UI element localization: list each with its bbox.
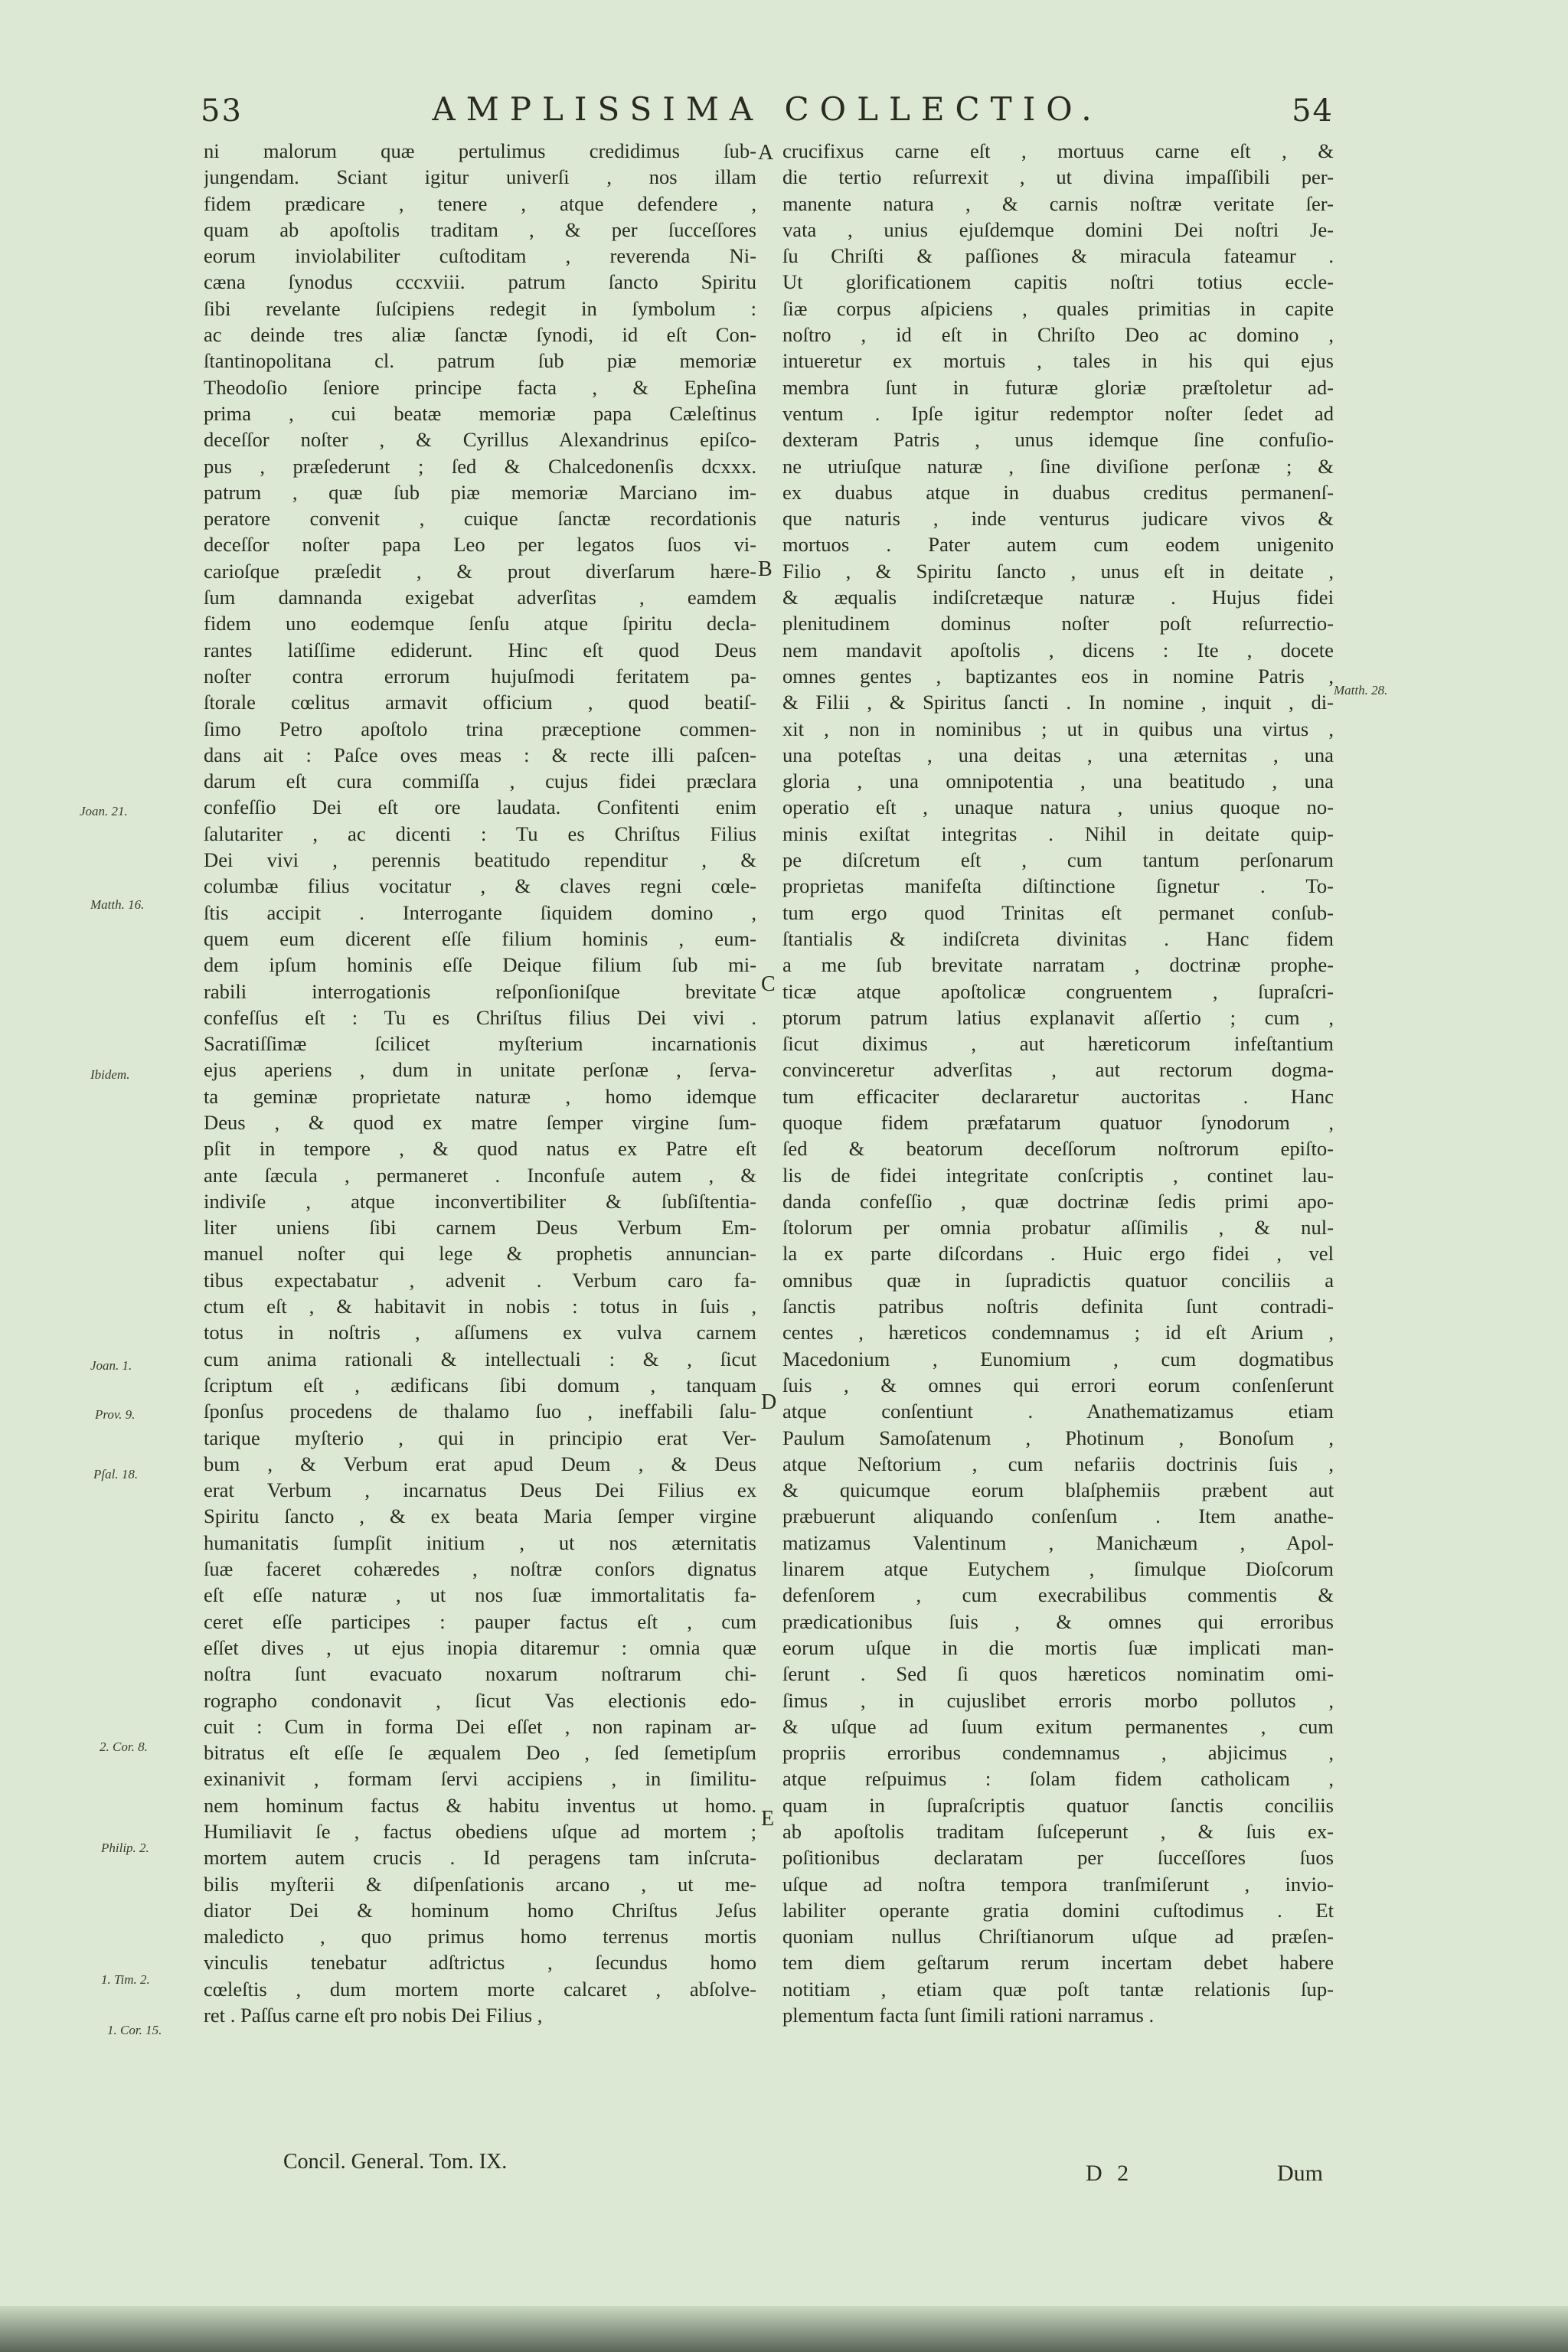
text-line: fidem uno eodemque ſenſu atque ſpiritu decla- xyxy=(204,612,756,635)
text-line: diator Dei & hominum homo Chriſtus Jeſus xyxy=(204,1898,756,1922)
text-line: Humiliavit ſe , factus obediens uſque ad mortem ; xyxy=(204,1820,756,1843)
margin-note-matth-28: Matth. 28. xyxy=(1334,683,1388,697)
text-line: cœleſtis , dum mortem morte calcaret , abſolve- xyxy=(204,1977,756,2001)
text-line: tarique myſterio , qui in principio erat Ver- xyxy=(204,1426,756,1449)
text-line: defenſorem , cum execrabilibus commentis & xyxy=(782,1583,1334,1607)
text-line: mortuos . Pater autem cum eodem unigenito xyxy=(782,533,1334,557)
text-line: tibus expectabatur , advenit . Verbum caro fa- xyxy=(204,1268,756,1292)
text-line: quam ab apoſtolis traditam , & per ſucceſſores xyxy=(204,217,756,241)
text-line: ticæ atque apoſtolicæ congruentem , ſupraſcri- xyxy=(782,979,1334,1003)
text-line: uſque ad noſtra tempora tranſmiſerunt , invio- xyxy=(782,1872,1334,1896)
text-line: deceſſor noſter , & Cyrillus Alexandrinus epiſco- xyxy=(204,428,756,452)
text-line: dans ait : Paſce oves meas : & recte illi paſcen- xyxy=(204,743,756,766)
text-line: die tertio reſurrexit , ut divina impaſſibili per- xyxy=(782,165,1334,189)
text-line: Macedonium , Eunomium , cum dogmatibus xyxy=(782,1347,1334,1370)
section-marker-e: E xyxy=(761,1807,775,1831)
volume-footer: Concil. General. Tom. IX. xyxy=(283,2150,508,2174)
text-line: ſtorale cœlitus armavit officium , quod beatiſ- xyxy=(204,691,756,714)
text-line: notitiam , etiam quæ poſt tantæ relationis ſup- xyxy=(782,1977,1334,2001)
text-line: nem hominum factus & habitu inventus ut homo. xyxy=(204,1793,756,1817)
text-line: ſponſus procedens de thalamo ſuo , ineffabili ſalu- xyxy=(204,1400,756,1423)
text-line: rantes latiſſime ediderunt. Hinc eſt quod Deus xyxy=(204,638,756,662)
text-line: ſcriptum eſt , ædificans ſibi domum , tanquam xyxy=(204,1373,756,1396)
text-line: confeſſus eſt : Tu es Chriſtus filius Dei vivi . xyxy=(204,1005,756,1029)
text-line: ſibi revelante ſuſcipiens redegit in ſymbolum : xyxy=(204,296,756,320)
text-line: crucifixus carne eſt , mortuus carne eſt , & xyxy=(782,139,1334,162)
text-line: noſter contra errorum hujuſmodi feritatem pa- xyxy=(204,664,756,688)
page-number-right: 54 xyxy=(1292,93,1334,129)
text-line: cæna ſynodus cccxviii. patrum ſancto Spiritu xyxy=(204,270,756,294)
text-line: carioſque præſedit , & prout diverſarum hære- xyxy=(204,559,756,583)
section-marker-c: C xyxy=(761,972,776,996)
text-line: tum ergo quod Trinitas eſt permanet conſub- xyxy=(782,900,1334,924)
text-line: intueretur ex mortuis , tales in his qui ejus xyxy=(782,349,1334,373)
text-line: mortem autem crucis . Id peragens tam inſcruta- xyxy=(204,1846,756,1870)
text-line: la ex parte diſcordans . Huic ergo fidei , vel xyxy=(782,1242,1334,1266)
margin-note-psal-18: Pſal. 18. xyxy=(93,1467,139,1481)
text-line: rographo condonavit , ſicut Vas electionis edo- xyxy=(204,1688,756,1712)
text-line: nem mandavit apoſtolis , dicens : Ite , docete xyxy=(782,638,1334,662)
text-line: pus , præſederunt ; ſed & Chalcedonenſis dcxxx. xyxy=(204,454,756,478)
text-line: columbæ filius vocitatur , & claves regni cœle- xyxy=(204,874,756,898)
text-line: ſanctis patribus noſtris definita ſunt contradi- xyxy=(782,1295,1334,1318)
text-line: ſed & beatorum deceſſorum noſtrorum epiſto- xyxy=(782,1137,1334,1161)
text-line: vinculis tenebatur adſtrictus , ſecundus homo xyxy=(204,1951,756,1975)
text-line: minis exiſtat integritas . Nihil in deitate quip- xyxy=(782,822,1334,845)
text-line: manuel noſter qui lege & prophetis annuncian- xyxy=(204,1242,756,1266)
text-line: labiliter operante gratia domini cuſtodimus . Et xyxy=(782,1898,1334,1922)
text-line: gloria , una omnipotentia , una beatitudo , una xyxy=(782,769,1334,793)
text-line: Ut glorificationem capitis noſtri totius eccle- xyxy=(782,270,1334,294)
margin-note-ibidem: Ibidem. xyxy=(90,1067,130,1082)
text-line: ni malorum quæ pertulimus credidimus ſub- xyxy=(204,139,756,162)
text-line: tum efficaciter declararetur auctoritas . Hanc xyxy=(782,1084,1334,1108)
text-line: indiviſe , atque inconvertibiliter & ſubſiſtentia- xyxy=(204,1189,756,1213)
text-line: prædicationibus ſuis , & omnes qui erroribus xyxy=(782,1609,1334,1633)
signature-mark: D 2 xyxy=(1086,2161,1134,2186)
margin-note-1-cor-15: 1. Cor. 15. xyxy=(107,2023,162,2037)
text-line: ſtantinopolitana cl. patrum ſub piæ memoriæ xyxy=(204,349,756,373)
text-line: & quicumque eorum blaſphemiis præbent aut xyxy=(782,1478,1334,1502)
running-title: AMPLISSIMA COLLECTIO. xyxy=(432,90,1102,128)
text-line: operatio eſt , unaque natura , unius quoque no- xyxy=(782,795,1334,819)
text-line: ſalutariter , ac dicenti : Tu es Chriſtus Filius xyxy=(204,822,756,845)
text-line: manente natura , & carnis noſtræ veritate ſer- xyxy=(782,191,1334,215)
margin-note-joan-21: Joan. 21. xyxy=(80,804,128,818)
text-line: proprietas manifeſta diſtinctione ſignetur . To- xyxy=(782,874,1334,898)
text-line: bum , & Verbum erat apud Deum , & Deus xyxy=(204,1452,756,1475)
text-line: erat Verbum , incarnatus Deus Dei Filius ex xyxy=(204,1478,756,1502)
text-line: ac deinde tres aliæ ſanctæ ſynodi, id eſt Con- xyxy=(204,323,756,347)
text-line: humanitatis ſumpſit initium , ut nos æternitatis xyxy=(204,1530,756,1554)
text-line: ſerunt . Sed ſi quos hæreticos nominatim omi- xyxy=(782,1662,1334,1686)
text-line: quoniam nullus Chriſtianorum uſque ad præſen- xyxy=(782,1925,1334,1949)
text-line: ex duabus atque in duabus creditus permanenſ- xyxy=(782,480,1334,504)
page-number-left: 53 xyxy=(201,93,243,129)
text-line: Dei vivi , perennis beatitudo rependitur , & xyxy=(204,848,756,872)
catchword: Dum xyxy=(1277,2161,1323,2186)
text-line: jungendam. Sciant igitur univerſi , nos illam xyxy=(204,165,756,189)
text-line: Deus , & quod ex matre ſemper virgine ſum- xyxy=(204,1110,756,1134)
text-line: tem diem geſtarum rerum incertam debet habere xyxy=(782,1951,1334,1975)
text-line: cuit : Cum in forma Dei eſſet , non rapinam ar- xyxy=(204,1714,756,1738)
text-line: atque conſentiunt . Anathematizamus etiam xyxy=(782,1400,1334,1423)
text-line: dem ipſum hominis eſſe Deique filium ſub mi- xyxy=(204,953,756,977)
text-line: ta geminæ proprietate naturæ , homo idemque xyxy=(204,1084,756,1108)
text-line: deceſſor noſter papa Leo per legatos ſuos vi- xyxy=(204,533,756,557)
text-line: ſum damnanda exigebat adverſitas , eamdem xyxy=(204,586,756,609)
margin-note-1-tim-2: 1. Tim. 2. xyxy=(101,1972,150,1987)
text-line: darum eſt cura commiſſa , cujus fidei præclara xyxy=(204,769,756,793)
text-line: ſu Chriſti & paſſiones & miracula fateamur . xyxy=(782,244,1334,268)
text-line: maledicto , quo primus homo terrenus mortis xyxy=(204,1925,756,1949)
text-line: cum anima rationali & intellectuali : & , ſicut xyxy=(204,1347,756,1370)
text-line: ejus aperiens , dum in unitate perſonæ , ſerva- xyxy=(204,1058,756,1082)
text-line: plementum facta ſunt ſimili rationi narramus . xyxy=(782,2004,1155,2027)
text-line: dexteram Patris , unus idemque ſine confuſio- xyxy=(782,428,1334,452)
text-line: & æqualis indiſcretæque naturæ . Hujus fidei xyxy=(782,586,1334,609)
text-line: ſimus , in cujuslibet erroris morbo pollutos , xyxy=(782,1688,1334,1712)
margin-note-joan-1: Joan. 1. xyxy=(90,1358,132,1373)
text-line: peratore convenit , cuique ſanctæ recordationis xyxy=(204,507,756,531)
text-line: noſtra ſunt evacuato noxarum noſtrarum chi- xyxy=(204,1662,756,1686)
text-line: & uſque ad ſuum exitum permanentes , cum xyxy=(782,1714,1334,1738)
text-line: centes , hæreticos condemnamus ; id eſt Arium , xyxy=(782,1321,1334,1344)
text-line: pe diſcretum eſt , cum tantum perſonarum xyxy=(782,848,1334,872)
text-line: ſiæ corpus aſpiciens , quales primitias in capite xyxy=(782,296,1334,320)
right-text-column xyxy=(782,138,1334,2028)
text-line: bitratus eſt eſſe ſe æqualem Deo , ſed ſemetipſum xyxy=(204,1741,756,1765)
text-line: poſitionibus declaratam per ſucceſſores ſuos xyxy=(782,1846,1334,1870)
text-line: ceret eſſe participes : pauper factus eſt , cum xyxy=(204,1609,756,1633)
text-line: xit , non in nominibus ; ut in quibus una virtus , xyxy=(782,717,1334,740)
text-line: danda confeſſio , quæ doctrinæ ſedis primi apo- xyxy=(782,1189,1334,1213)
text-line: omnibus quæ in ſupradictis quatuor conciliis a xyxy=(782,1268,1334,1292)
section-marker-a: A xyxy=(758,141,774,165)
text-line: Sacratiſſimæ ſcilicet myſterium incarnationis xyxy=(204,1032,756,1056)
text-line: quoque fidem præfatarum quatuor ſynodorum , xyxy=(782,1110,1334,1134)
text-line: ſuis , & omnes qui errori eorum conſenſerunt xyxy=(782,1373,1334,1396)
page-header xyxy=(201,90,1334,139)
text-line: prima , cui beatæ memoriæ papa Cæleſtinus xyxy=(204,401,756,425)
page-edge-shadow xyxy=(0,2306,1568,2352)
text-line: propriis erroribus condemnamus , abjicimus , xyxy=(782,1741,1334,1765)
text-line: pſit in tempore , & quod natus ex Patre eſt xyxy=(204,1137,756,1161)
text-line: lis de fidei integritate conſcriptis , continet lau- xyxy=(782,1163,1334,1187)
text-line: eorum inviolabiliter cuſtoditam , reverenda Ni- xyxy=(204,244,756,268)
text-line: rabili interrogationis reſponſioniſque brevitate xyxy=(204,979,756,1003)
margin-note-philip-2: Philip. 2. xyxy=(101,1841,149,1855)
text-line: convinceretur adverſitas , aut rectorum dogma- xyxy=(782,1058,1334,1082)
text-line: matizamus Valentinum , Manichæum , Apol- xyxy=(782,1530,1334,1554)
margin-note-prov-9: Prov. 9. xyxy=(95,1407,136,1422)
text-line: eſſet dives , ut ejus inopia ditaremur : omnia quæ xyxy=(204,1635,756,1659)
left-text-column xyxy=(204,138,756,2028)
text-line: a me ſub brevitate narratam , doctrinæ prophe- xyxy=(782,953,1334,977)
text-line: ante ſæcula , permaneret . Inconfuſe autem , & xyxy=(204,1163,756,1187)
text-line: liter uniens ſibi carnem Deus Verbum Em- xyxy=(204,1216,756,1240)
text-line: eorum uſque in die mortis ſuæ implicati man- xyxy=(782,1635,1334,1659)
text-line: vata , unius ejuſdemque domini Dei noſtri Je- xyxy=(782,217,1334,241)
text-line: ſuæ faceret cohæredes , noſtræ conſors dignatus xyxy=(204,1557,756,1581)
text-line: & Filii , & Spiritus ſancti . In nomine , inquit , di- xyxy=(782,691,1334,714)
text-line: Filio , & Spiritu ſancto , unus eſt in deitate , xyxy=(782,559,1334,583)
text-line: quem eum dicerent eſſe filium hominis , eum- xyxy=(204,926,756,950)
text-line: plenitudinem dominus noſter poſt reſurrectio- xyxy=(782,612,1334,635)
section-marker-b: B xyxy=(758,557,773,581)
text-line: ſtis accipit . Interrogante ſiquidem domino , xyxy=(204,900,756,924)
text-line: totus in noſtris , aſſumens ex vulva carnem xyxy=(204,1321,756,1344)
section-marker-d: D xyxy=(761,1390,777,1414)
text-line: præbuerunt aliquando conſenſum . Item anathe- xyxy=(782,1504,1334,1528)
margin-note-matth-16: Matth. 16. xyxy=(90,897,145,912)
text-line: ptorum patrum latius explanavit aſſertio ; cum , xyxy=(782,1005,1334,1029)
text-line: Paulum Samoſatenum , Photinum , Bonoſum , xyxy=(782,1426,1334,1449)
text-line: atque reſpuimus : ſolam fidem catholicam , xyxy=(782,1767,1334,1791)
text-line: ſtolorum per omnia probatur aſſimilis , & nul- xyxy=(782,1216,1334,1240)
text-line: ſimo Petro apoſtolo trina præceptione commen- xyxy=(204,717,756,740)
text-line: membra ſunt in futuræ gloriæ præſtoletur ad- xyxy=(782,375,1334,399)
text-line: atque Neſtorium , cum nefariis doctrinis ſuis , xyxy=(782,1452,1334,1475)
text-line: omnes gentes , baptizantes eos in nomine Patris , xyxy=(782,664,1334,688)
text-line: ctum eſt , & habitavit in nobis : totus in ſuis , xyxy=(204,1295,756,1318)
text-line: bilis myſterii & diſpenſationis arcano , ut me- xyxy=(204,1872,756,1896)
text-line: linarem atque Eutychem , ſimulque Dioſcorum xyxy=(782,1557,1334,1581)
text-line: una poteſtas , una deitas , una æternitas , una xyxy=(782,743,1334,766)
text-line: noſtro , id eſt in Chriſto Deo ac domino , xyxy=(782,323,1334,347)
text-line: Theodoſio ſeniore principe facta , & Epheſina xyxy=(204,375,756,399)
text-line: ab apoſtolis traditam ſuſceperunt , & ſuis ex- xyxy=(782,1820,1334,1843)
text-line: exinanivit , formam ſervi accipiens , in ſimilitu- xyxy=(204,1767,756,1791)
text-line: ventum . Ipſe igitur redemptor noſter ſedet ad xyxy=(782,401,1334,425)
text-line: quam in ſupraſcriptis quatuor ſanctis conciliis xyxy=(782,1793,1334,1817)
text-line: confeſſio Dei eſt ore laudata. Confitenti enim xyxy=(204,795,756,819)
text-line: Spiritu ſancto , & ex beata Maria ſemper virgine xyxy=(204,1504,756,1528)
text-line: ret . Paſſus carne eſt pro nobis Dei Filius , xyxy=(204,2004,543,2027)
text-line: ſtantialis & indiſcreta divinitas . Hanc fidem xyxy=(782,926,1334,950)
text-line: fidem prædicare , tenere , atque defendere , xyxy=(204,191,756,215)
text-line: ne utriuſque naturæ , ſine diviſione perſonæ ; & xyxy=(782,454,1334,478)
text-line: ſicut diximus , aut hæreticorum infeſtantium xyxy=(782,1032,1334,1056)
text-line: patrum , quæ ſub piæ memoriæ Marciano im- xyxy=(204,480,756,504)
text-line: eſt eſſe naturæ , ut nos ſuæ immortalitatis fa- xyxy=(204,1583,756,1607)
margin-note-2-cor-8: 2. Cor. 8. xyxy=(100,1740,148,1754)
text-line: que naturis , inde venturus judicare vivos & xyxy=(782,507,1334,531)
